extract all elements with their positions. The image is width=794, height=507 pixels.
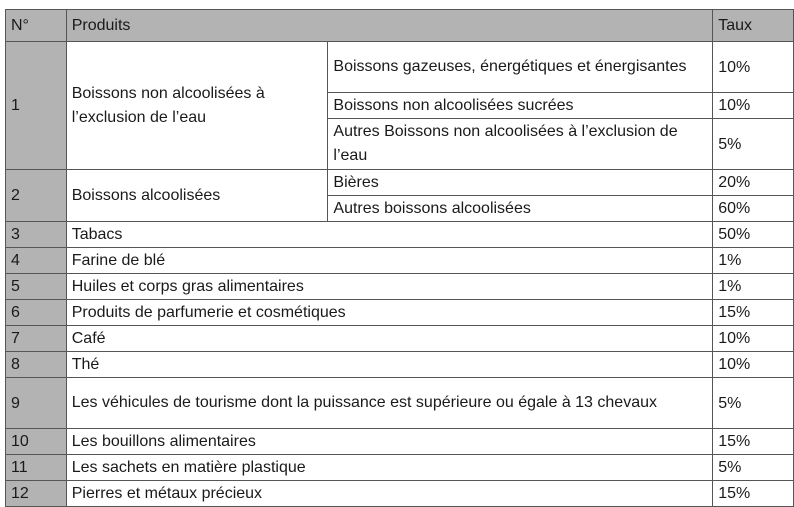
rate-value: 10% xyxy=(713,352,794,378)
product-name: Les véhicules de tourisme dont la puissance est supérieure ou égale à 13 chevaux xyxy=(66,378,713,429)
header-products: Produits xyxy=(66,10,713,42)
table-row xyxy=(6,481,794,507)
row-number: 8 xyxy=(6,352,67,378)
product-name: Café xyxy=(66,326,713,352)
table-row xyxy=(6,300,794,326)
rate-value: 1% xyxy=(713,274,794,300)
table-row xyxy=(6,352,794,378)
product-name: Pierres et métaux précieux xyxy=(66,481,713,507)
row-number: 7 xyxy=(6,326,67,352)
sub-product-name: Boissons non alcoolisées sucrées xyxy=(328,93,713,119)
row-number: 3 xyxy=(6,222,67,248)
product-name: Huiles et corps gras alimentaires xyxy=(66,274,713,300)
rate-value: 15% xyxy=(713,300,794,326)
table-row xyxy=(6,248,794,274)
sub-product-name: Autres Boissons non alcoolisées à l’exclusion de l’eau xyxy=(328,119,713,170)
header-num: N° xyxy=(6,10,67,42)
product-name: Farine de blé xyxy=(66,248,713,274)
sub-product-name: Boissons gazeuses, énergétiques et énergisantes xyxy=(328,42,713,93)
row-number: 12 xyxy=(6,481,67,507)
rate-value: 5% xyxy=(713,455,794,481)
row-number: 11 xyxy=(6,455,67,481)
product-name: Produits de parfumerie et cosmétiques xyxy=(66,300,713,326)
table-row xyxy=(6,326,794,352)
table-row xyxy=(6,274,794,300)
rate-value: 5% xyxy=(713,119,794,170)
rate-value: 15% xyxy=(713,481,794,507)
row-number: 4 xyxy=(6,248,67,274)
table-row xyxy=(6,222,794,248)
row-number: 1 xyxy=(6,42,67,170)
product-name: Les sachets en matière plastique xyxy=(66,455,713,481)
product-name: Thé xyxy=(66,352,713,378)
rate-value: 10% xyxy=(713,326,794,352)
rate-value: 5% xyxy=(713,378,794,429)
sub-product-name: Autres boissons alcoolisées xyxy=(328,196,713,222)
table-header-row xyxy=(6,10,794,42)
rate-value: 20% xyxy=(713,170,794,196)
table-row xyxy=(6,378,794,429)
sub-product-name: Bières xyxy=(328,170,713,196)
row-number: 10 xyxy=(6,429,67,455)
rate-value: 10% xyxy=(713,93,794,119)
rate-value: 1% xyxy=(713,248,794,274)
table-row xyxy=(6,455,794,481)
product-name: Tabacs xyxy=(66,222,713,248)
row-number: 6 xyxy=(6,300,67,326)
rate-value: 60% xyxy=(713,196,794,222)
product-name: Les bouillons alimentaires xyxy=(66,429,713,455)
product-name: Boissons non alcoolisées à l’exclusion de l’eau xyxy=(66,42,328,170)
rate-value: 10% xyxy=(713,42,794,93)
product-name: Boissons alcoolisées xyxy=(66,170,328,222)
rate-value: 50% xyxy=(713,222,794,248)
rate-value: 15% xyxy=(713,429,794,455)
table-row xyxy=(6,170,794,196)
row-number: 9 xyxy=(6,378,67,429)
table-row xyxy=(6,42,794,93)
row-number: 5 xyxy=(6,274,67,300)
row-number: 2 xyxy=(6,170,67,222)
table-row xyxy=(6,429,794,455)
header-rate: Taux xyxy=(713,10,794,42)
tax-rates-table xyxy=(5,9,794,507)
